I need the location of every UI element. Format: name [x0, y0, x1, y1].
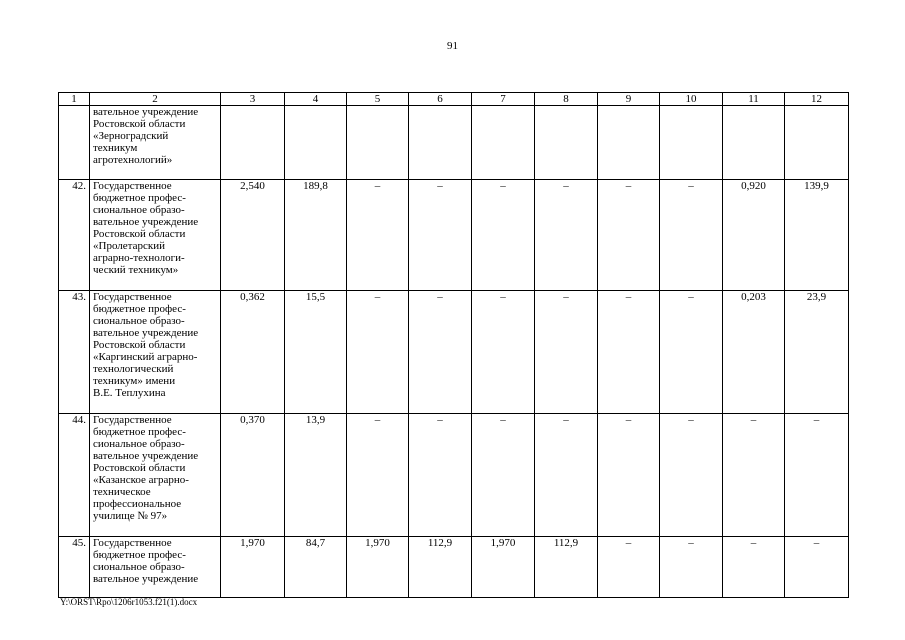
value-cell-col-5: – — [347, 414, 409, 537]
institution-name-line: Государственное — [93, 291, 172, 303]
institution-name-line: Государственное — [93, 537, 172, 549]
file-path-footer: Y:\ORST\Rpo\1206r1053.f21(1).docx — [60, 597, 198, 607]
value-cell-col-8: – — [535, 414, 598, 537]
institution-name-line: агротехнологий» — [93, 154, 173, 166]
institution-name-line: В.Е. Теплухина — [93, 387, 166, 399]
column-header: 12 — [785, 93, 849, 106]
value-cell-col-8 — [535, 106, 598, 180]
value-cell-col-4: 13,9 — [285, 414, 347, 537]
value-cell-col-8: – — [535, 291, 598, 414]
value-cell-col-12 — [785, 106, 849, 180]
institution-name-line: «Пролетарский — [93, 240, 165, 252]
column-header: 9 — [598, 93, 660, 106]
table-row — [59, 291, 849, 414]
value-cell-col-3 — [221, 106, 285, 180]
value-cell-col-5 — [347, 106, 409, 180]
institution-name — [90, 106, 221, 180]
institution-name-line: аграрно-технологи- — [93, 252, 185, 264]
institution-name-line: сиональное образо- — [93, 204, 185, 216]
value-cell-col-10: – — [660, 414, 723, 537]
institution-name — [90, 291, 221, 414]
institution-name — [90, 537, 221, 598]
value-cell-col-10: – — [660, 291, 723, 414]
value-cell-col-3: 2,540 — [221, 180, 285, 291]
value-cell-col-11: 0,203 — [723, 291, 785, 414]
institution-name-line: техникум — [93, 142, 138, 154]
value-cell-col-3: 1,970 — [221, 537, 285, 598]
column-header: 4 — [285, 93, 347, 106]
institution-name-line: бюджетное профес- — [93, 426, 186, 438]
institution-name-line: Ростовской области — [93, 339, 186, 351]
row-number: 44. — [59, 414, 90, 537]
table-row — [59, 414, 849, 537]
value-cell-col-12: 23,9 — [785, 291, 849, 414]
institution-name-line: Государственное — [93, 414, 172, 426]
institution-name-line: «Зерноградский — [93, 130, 169, 142]
value-cell-col-7: – — [472, 291, 535, 414]
table-row — [59, 106, 849, 180]
value-cell-col-8: 112,9 — [535, 537, 598, 598]
table-row — [59, 180, 849, 291]
value-cell-col-11: – — [723, 414, 785, 537]
institution-name-line: вательное учреждение — [93, 106, 199, 118]
value-cell-col-12: – — [785, 537, 849, 598]
column-header: 5 — [347, 93, 409, 106]
value-cell-col-11: 0,920 — [723, 180, 785, 291]
institution-name-line: сиональное образо- — [93, 315, 185, 327]
value-cell-col-9: – — [598, 291, 660, 414]
institution-name-line: сиональное образо- — [93, 561, 185, 573]
institution-name-line: профессиональное — [93, 498, 182, 510]
value-cell-col-6: – — [409, 291, 472, 414]
table-row — [59, 537, 849, 598]
value-cell-col-5: 1,970 — [347, 537, 409, 598]
value-cell-col-12: 139,9 — [785, 180, 849, 291]
institution-name-line: бюджетное профес- — [93, 192, 186, 204]
value-cell-col-10: – — [660, 180, 723, 291]
value-cell-col-7: – — [472, 180, 535, 291]
institution-name-line: технологический — [93, 363, 174, 375]
value-cell-col-6 — [409, 106, 472, 180]
value-cell-col-5: – — [347, 291, 409, 414]
value-cell-col-3: 0,370 — [221, 414, 285, 537]
institution-name-line: вательное учреждение — [93, 450, 199, 462]
value-cell-col-9: – — [598, 537, 660, 598]
row-number: 42. — [59, 180, 90, 291]
value-cell-col-11: – — [723, 537, 785, 598]
value-cell-col-7: 1,970 — [472, 537, 535, 598]
value-cell-col-6: – — [409, 180, 472, 291]
column-header: 10 — [660, 93, 723, 106]
institution-name-line: вательное учреждение — [93, 327, 199, 339]
institution-name-line: Ростовской области — [93, 118, 186, 130]
row-number: 43. — [59, 291, 90, 414]
institution-name-line: вательное учреждение — [93, 573, 199, 585]
value-cell-col-7 — [472, 106, 535, 180]
value-cell-col-9: – — [598, 414, 660, 537]
value-cell-col-12: – — [785, 414, 849, 537]
value-cell-col-10: – — [660, 537, 723, 598]
value-cell-col-4 — [285, 106, 347, 180]
institution-name-line: бюджетное профес- — [93, 549, 186, 561]
institution-name-line: сиональное образо- — [93, 438, 185, 450]
value-cell-col-3: 0,362 — [221, 291, 285, 414]
value-cell-col-8: – — [535, 180, 598, 291]
column-header: 6 — [409, 93, 472, 106]
page-number: 91 — [447, 40, 458, 52]
institution-name-line: училище № 97» — [93, 510, 168, 522]
column-header: 3 — [221, 93, 285, 106]
institution-name-line: Государственное — [93, 180, 172, 192]
row-number — [59, 106, 90, 180]
value-cell-col-9: – — [598, 180, 660, 291]
data-table — [58, 92, 849, 598]
value-cell-col-4: 84,7 — [285, 537, 347, 598]
institution-name-line: «Каргинский аграрно- — [93, 351, 198, 363]
institution-name-line: бюджетное профес- — [93, 303, 186, 315]
institution-name-line: техническое — [93, 486, 151, 498]
value-cell-col-6: 112,9 — [409, 537, 472, 598]
institution-name-line: «Казанское аграрно- — [93, 474, 189, 486]
value-cell-col-10 — [660, 106, 723, 180]
column-header: 11 — [723, 93, 785, 106]
value-cell-col-7: – — [472, 414, 535, 537]
institution-name-line: Ростовской области — [93, 462, 186, 474]
row-number: 45. — [59, 537, 90, 598]
value-cell-col-11 — [723, 106, 785, 180]
column-header: 8 — [535, 93, 598, 106]
value-cell-col-9 — [598, 106, 660, 180]
value-cell-col-4: 15,5 — [285, 291, 347, 414]
institution-name-line: Ростовской области — [93, 228, 186, 240]
institution-name-line: вательное учреждение — [93, 216, 199, 228]
value-cell-col-5: – — [347, 180, 409, 291]
institution-name — [90, 414, 221, 537]
institution-name-line: ческий техникум» — [93, 264, 179, 276]
institution-name-line: техникум» имени — [93, 375, 176, 387]
column-header: 7 — [472, 93, 535, 106]
column-header: 1 — [59, 93, 90, 106]
institution-name — [90, 180, 221, 291]
column-header: 2 — [90, 93, 221, 106]
value-cell-col-4: 189,8 — [285, 180, 347, 291]
header-row — [59, 93, 849, 106]
value-cell-col-6: – — [409, 414, 472, 537]
